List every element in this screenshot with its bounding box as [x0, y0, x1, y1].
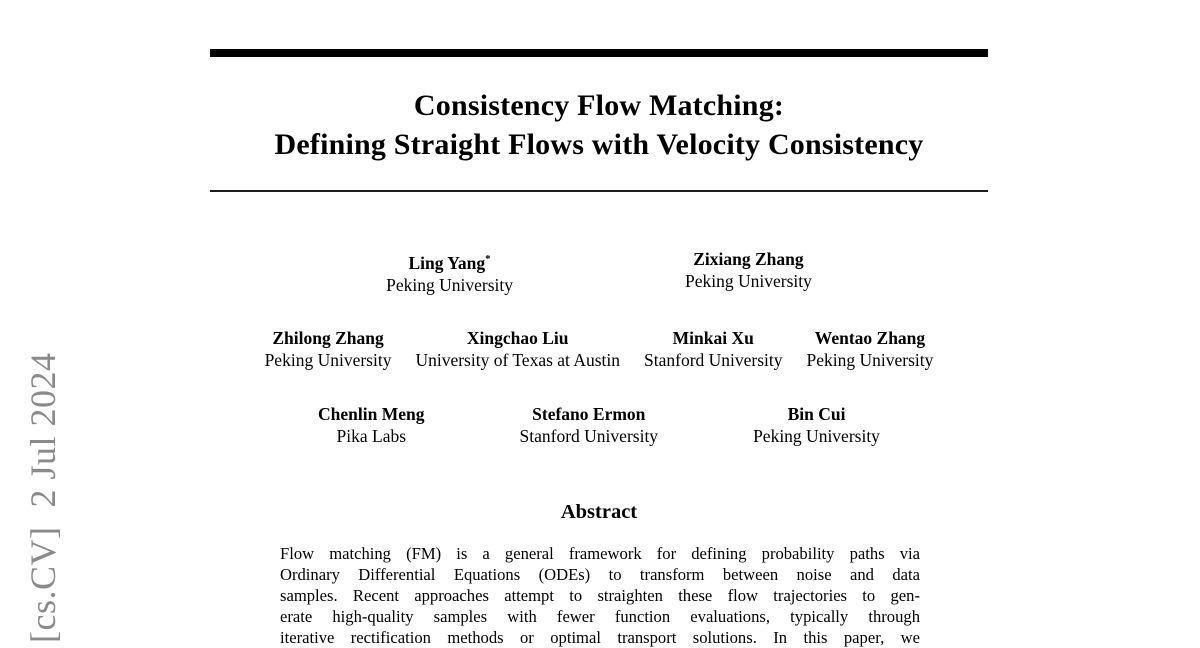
author-affiliation: Stanford University [644, 349, 783, 370]
author-footnote-marker: * [485, 253, 491, 265]
abstract-line: samples. Recent approaches attempt to straighten these flow trajectories to gen- [280, 586, 920, 605]
author-wentao-zhang [807, 327, 934, 371]
author-affiliation: Peking University [685, 271, 812, 291]
author-zixiang-zhang [685, 248, 812, 292]
author-chenlin-meng [318, 403, 424, 447]
author-affiliation: Peking University [753, 425, 880, 446]
author-affiliation: Peking University [386, 274, 513, 295]
arxiv-stamp-vertical-text: [cs.CV] 2 Jul 2024 [23, 352, 63, 643]
author-name: Minkai Xu [672, 327, 754, 348]
author-minkai-xu [644, 327, 783, 371]
author-name: Wentao Zhang [814, 327, 926, 348]
author-affiliation: Peking University [264, 349, 392, 370]
author-affiliation: Stanford University [519, 425, 659, 446]
author-zhilong-zhang [265, 327, 392, 371]
author-name: Chenlin Meng [318, 403, 425, 424]
abstract-line: erate high-quality samples with fewer function evaluations, typically through [280, 607, 920, 626]
top-thick-rule [210, 49, 988, 57]
author-ling-yang [386, 248, 513, 296]
paper-title-line-1: Consistency Flow Matching: [413, 89, 785, 122]
author-row-2 [160, 327, 1038, 371]
author-row-3 [160, 403, 1038, 447]
author-name [386, 248, 513, 274]
author-stefano-ermon [520, 403, 659, 447]
abstract-line: Ordinary Differential Equations (ODEs) to transform between noise and data [280, 565, 920, 584]
title-separator-rule [210, 190, 988, 192]
author-affiliation: Pika Labs [336, 425, 407, 446]
author-row-1 [160, 248, 1038, 296]
author-affiliation: University of Texas at Austin [415, 349, 620, 370]
author-name: Stefano Ermon [532, 403, 646, 424]
author-name: Zixiang Zhang [693, 249, 804, 269]
author-list [160, 248, 1038, 447]
paper-title-line-2: Defining Straight Flows with Velocity Consistency [274, 128, 924, 161]
author-name: Xingchao Liu [466, 327, 569, 348]
author-bin-cui [753, 403, 880, 447]
author-name: Bin Cui [787, 403, 846, 424]
author-affiliation: Peking University [806, 349, 934, 370]
abstract-line: Flow matching (FM) is a general framework for defining probability paths via [280, 544, 920, 563]
abstract-heading: Abstract [560, 501, 638, 523]
abstract-text [280, 543, 920, 648]
author-name-text: Ling Yang [408, 252, 486, 273]
author-xingchao-liu [415, 327, 620, 371]
author-name: Zhilong Zhang [272, 327, 384, 348]
paper-title [210, 86, 988, 164]
abstract-line: iterative rectification methods or optimal transport solutions. In this paper, we [280, 628, 920, 647]
